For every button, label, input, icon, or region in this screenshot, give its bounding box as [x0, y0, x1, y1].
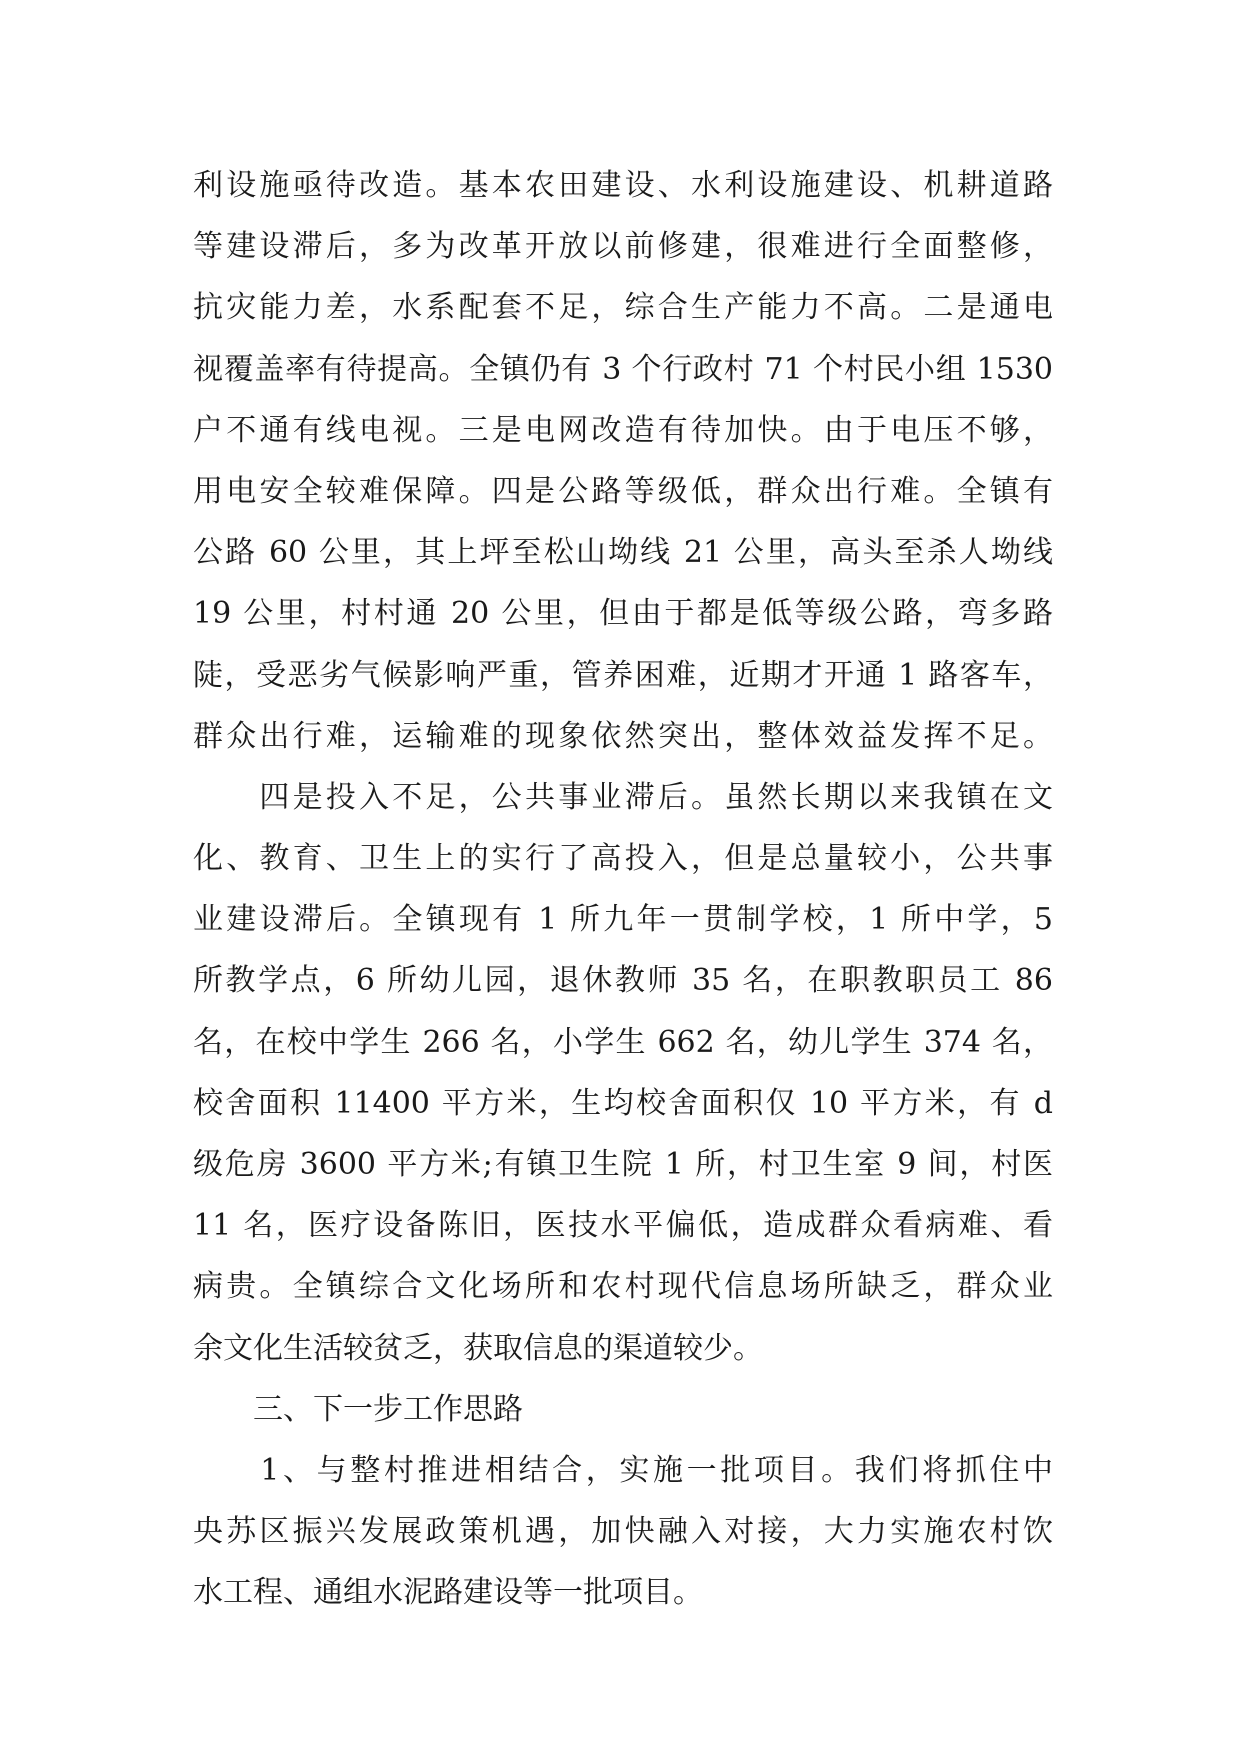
- paragraph-end-line: 水工程、通组水泥路建设等一批项目。: [193, 1575, 703, 1611]
- text-line: 化、教育、卫生上的实行了高投入，但是总量较小，公共事: [193, 841, 1053, 877]
- text-line: 视覆盖率有待提高。全镇仍有 3 个行政村 71 个村民小组 1530: [193, 351, 1053, 387]
- text-line: 抗灾能力差，水系配套不足，综合生产能力不高。二是通电: [193, 290, 1053, 326]
- paragraph-end-line: 余文化生活较贫乏，获取信息的渠道较少。: [193, 1330, 763, 1366]
- text-line: 名，在校中学生 266 名，小学生 662 名，幼儿学生 374 名，: [193, 1024, 1053, 1060]
- text-line: 病贵。全镇综合文化场所和农村现代信息场所缺乏，群众业: [193, 1269, 1053, 1305]
- text-line: 公路 60 公里，其上坪至松山坳线 21 公里，高头至杀人坳线: [193, 535, 1053, 571]
- text-line: 等建设滞后，多为改革开放以前修建，很难进行全面整修，: [193, 229, 1053, 265]
- text-line: 所教学点，6 所幼儿园，退休教师 35 名，在职教职员工 86: [193, 963, 1053, 999]
- paragraph-start-line: 1、与整村推进相结合，实施一批项目。我们将抓住中: [193, 1452, 1053, 1488]
- text-line: 业建设滞后。全镇现有 1 所九年一贯制学校，1 所中学，5: [193, 902, 1053, 938]
- text-line: 11 名，医疗设备陈旧，医技水平偏低，造成群众看病难、看: [193, 1208, 1053, 1244]
- text-line: 用电安全较难保障。四是公路等级低，群众出行难。全镇有: [193, 473, 1053, 509]
- text-line: 级危房 3600 平方米;有镇卫生院 1 所，村卫生室 9 间，村医: [193, 1147, 1053, 1182]
- text-line: 户不通有线电视。三是电网改造有待加快。由于电压不够，: [193, 412, 1053, 448]
- paragraph-start-line: 四是投入不足，公共事业滞后。虽然长期以来我镇在文: [193, 779, 1053, 815]
- text-line: 央苏区振兴发展政策机遇，加快融入对接，大力实施农村饮: [193, 1514, 1053, 1550]
- text-line: 陡，受恶劣气候影响严重，管养困难，近期才开通 1 路客车，: [193, 657, 1053, 693]
- body-text: [193, 155, 1053, 1624]
- text-line: 19 公里，村村通 20 公里，但由于都是低等级公路，弯多路: [193, 596, 1053, 632]
- text-line: 校舍面积 11400 平方米，生均校舍面积仅 10 平方米，有 d: [193, 1085, 1053, 1121]
- text-line: 群众出行难，运输难的现象依然突出，整体效益发挥不足。: [193, 718, 1053, 754]
- text-line: 利设施亟待改造。基本农田建设、水利设施建设、机耕道路: [193, 168, 1053, 203]
- section-heading: 三、下一步工作思路: [193, 1391, 523, 1427]
